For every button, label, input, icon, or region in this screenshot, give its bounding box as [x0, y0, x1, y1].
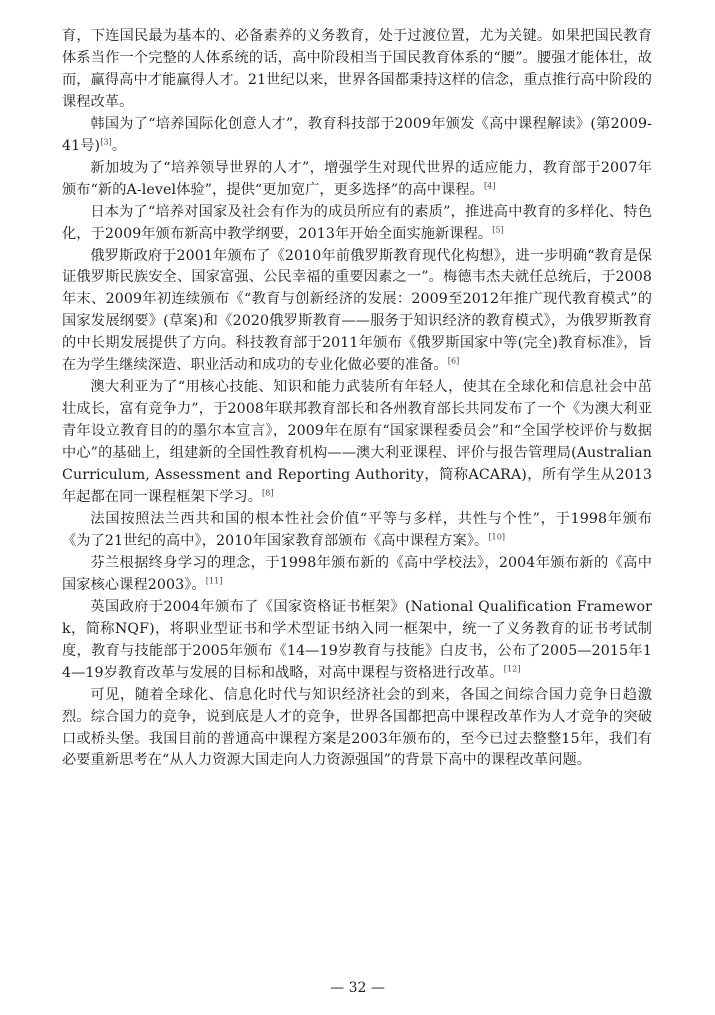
document-page	[62, 26, 652, 986]
paragraph-australia	[62, 377, 652, 509]
paragraph-intro	[62, 26, 652, 114]
paragraph-uk	[62, 597, 652, 685]
paragraph-finland	[62, 553, 652, 597]
paragraph-russia	[62, 246, 652, 378]
paragraph-text: 新加坡为了“培养领导世界的人才”，增强学生对现代世界的适应能力，教育部于2007年颁布“新的A-level体验”，提供“更加宽广，更多选择”的高中课程。	[62, 159, 652, 198]
paragraph-text: 育，下连国民最为基本的、必备素养的义务教育，处于过渡位置，尤为关键。如果把国民教育体系当作一个完整的人体系统的话，高中阶段相当于国民教育体系的“腰”。腰强才能体壮，故而，赢得高中才能赢得人才。21世纪以来，世界各国都秉持这样的信念，重点推行高中阶段的课程改革。	[62, 28, 652, 110]
paragraph-korea	[62, 114, 652, 158]
citation-ref: [12]	[503, 663, 521, 673]
citation-ref: [10]	[488, 532, 506, 542]
paragraph-france	[62, 509, 652, 553]
paragraph-text: 法国按照法兰西共和国的根本性社会价值“平等与多样，共性与个性”，于1998年颁布《为了21世纪的高中》，2010年国家教育部颁布《高中课程方案》。	[62, 510, 652, 549]
paragraph-text: 韩国为了“培养国际化创意人才”，教育科技部于2009年颁发《高中课程解读》(第2009-41号)	[62, 115, 652, 154]
paragraph-text: 澳大利亚为了“用核心技能、知识和能力武装所有年轻人，使其在全球化和信息社会中茁壮成长，富有竞争力”，于2008年联邦教育部长和各州教育部长共同发布了一个《为澳大利亚青年设立教育目的的墨尔本宣言》，2009年在原有“国家课程委员会”和“全国学校评价与数据中心”的基础上，组建新的全国性教育机构——澳大利亚课程、评价与报告管理局(Australian Curriculum, Assessment and Reporting Authority，简称ACARA)，所有学生从2013年起都在同一课程框架下学习。	[62, 379, 652, 506]
paragraph-tail: 。	[111, 137, 127, 154]
citation-ref: [6]	[447, 356, 460, 366]
citation-ref: [11]	[205, 576, 223, 586]
paragraph-text: 可见，随着全球化、信息化时代与知识经济社会的到来，各国之间综合国力竞争日趋激烈。综合国力的竞争，说到底是人才的竞争，世界各国都把高中课程改革作为人才竞争的突破口或桥头堡。我国目前的普通高中课程方案是2003年颁布的，至今已过去整整15年，我们有必要重新思考在“从人力资源大国走向人力资源强国”的背景下高中的课程改革问题。	[62, 686, 652, 769]
citation-ref: [5]	[492, 224, 504, 234]
paragraph-conclusion	[62, 685, 652, 773]
citation-ref: [8]	[262, 488, 274, 498]
paragraph-text: 芬兰根据终身学习的理念，于1998年颁布新的《高中学校法》，2004年颁布新的《高中国家核心课程2003》。	[62, 554, 652, 593]
page-number: — 32 —	[330, 980, 385, 996]
paragraph-japan	[62, 202, 652, 246]
citation-ref: [4]	[483, 180, 496, 190]
citation-ref: [3]	[100, 137, 112, 147]
paragraph-text: 英国政府于2004年颁布了《国家资格证书框架》(National Qualification Framework，简称NQF)，将职业型证书和学术型证书纳入同一框架中，统一了义务教育的证书考试制度，教育与技能部于2005年颁布《14—19岁教育与技能》白皮书，公布了2005—2015年14—19岁教育改革与发展的目标和战略，对高中课程与资格进行改革。	[62, 598, 652, 681]
paragraph-text: 日本为了“培养对国家及社会有作为的成员所应有的素质”，推进高中教育的多样化、特色化，于2009年颁布新高中教学纲要，2013年开始全面实施新课程。	[62, 203, 652, 242]
paragraph-text: 俄罗斯政府于2001年颁布了《2010年前俄罗斯教育现代化构想》，进一步明确“教育是保证俄罗斯民族安全、国家富强、公民幸福的重要因素之一”。梅德韦杰夫就任总统后，于2008年末、2009年初连续颁布《“教育与创新经济的发展：2009至2012年推广现代教育模式”的国家发展纲要》(草案)和《2020俄罗斯教育——服务于知识经济的教育模式》，为俄罗斯教育的中长期发展提供了方向。科技教育部于2011年颁布《俄罗斯国家中等(完全)教育标准》，旨在为学生继续深造、职业活动和成功的专业化做必要的准备。	[62, 247, 652, 374]
paragraph-singapore	[62, 158, 652, 202]
